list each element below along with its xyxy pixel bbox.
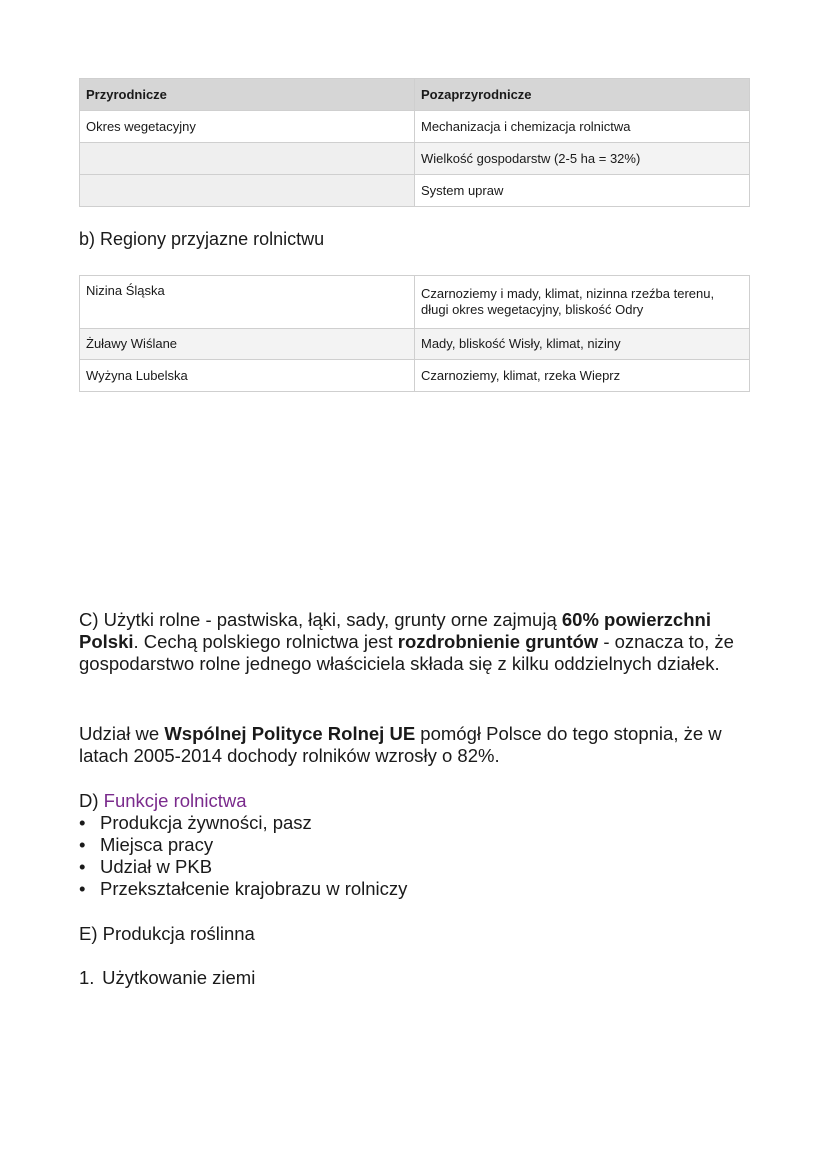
table-header-row [80,79,750,111]
section-c-bold-fragmentation: rozdrobnienie gruntów [397,631,599,652]
region-features-cell: Czarnoziemy, klimat, rzeka Wieprz [415,360,750,392]
table-cell: System upraw [415,175,750,207]
list-item [79,812,407,834]
list-item [79,834,407,856]
section-d-heading [79,790,247,812]
table-row [80,329,750,360]
section-c-bold-share: 60% powierzchni Polski [79,609,711,652]
numbered-item [79,967,255,989]
item-text: Użytkowanie ziemi [102,967,256,988]
eu-policy-text: pomógł Polsce do tego stopnia, że w latach 2005-2014 dochody rolników wzrosły o 82%. [79,723,722,766]
regions-table [79,275,750,392]
section-b-heading: b) Regiony przyjazne rolnictwu [79,229,325,249]
header-cell-non-natural: Pozaprzyrodnicze [415,79,750,111]
region-name-cell: Wyżyna Lubelska [80,360,415,392]
table-row [80,111,750,143]
eu-policy-paragraph [79,723,759,767]
factors-table [79,78,750,207]
section-d-title: Funkcje rolnictwa [103,790,247,811]
section-c-paragraph [79,609,759,675]
section-c-text: C) Użytki rolne - pastwiska, łąki, sady, grunty orne zajmują [79,609,562,630]
list-item-text: Przekształcenie krajobrazu w rolniczy [100,878,408,899]
region-name-cell: Nizina Śląska [80,276,415,329]
list-item-text: Udział w PKB [100,856,213,877]
list-item-text: Produkcja żywności, pasz [100,812,312,833]
table-row [80,276,750,329]
table-cell: Mechanizacja i chemizacja rolnictwa [415,111,750,143]
bullet-icon: • [79,834,86,855]
table-row [80,360,750,392]
section-e-heading: E) Produkcja roślinna [79,923,255,944]
table-cell-empty [80,175,415,207]
eu-policy-bold: Wspólnej Polityce Rolnej UE [164,723,416,744]
list-item-text: Miejsca pracy [100,834,214,855]
bullet-icon: • [79,812,86,833]
list-item [79,878,407,900]
region-features-cell: Mady, bliskość Wisły, klimat, niziny [415,329,750,360]
table-cell: Wielkość gospodarstw (2-5 ha = 32%) [415,143,750,175]
table-cell: Okres wegetacyjny [80,111,415,143]
table-cell-empty [80,143,415,175]
table-row [80,143,750,175]
bullet-icon: • [79,856,86,877]
list-item [79,856,407,878]
section-c-text: . Cechą polskiego rolnictwa jest [133,631,398,652]
functions-list [79,812,407,900]
section-c-text: - oznacza to, że gospodarstwo rolne jednego właściciela składa się z kilku oddzielnych działek. [79,631,734,674]
region-features-cell: Czarnoziemy i mady, klimat, nizinna rzeźba terenu, długi okres wegetacyjny, bliskość Odry [415,276,750,329]
item-number: 1. [79,967,95,988]
region-name-cell: Żuławy Wiślane [80,329,415,360]
eu-policy-text: Udział we [79,723,165,744]
table-row [80,175,750,207]
section-d-prefix: D) [79,790,104,811]
header-cell-natural: Przyrodnicze [80,79,415,111]
bullet-icon: • [79,878,86,899]
